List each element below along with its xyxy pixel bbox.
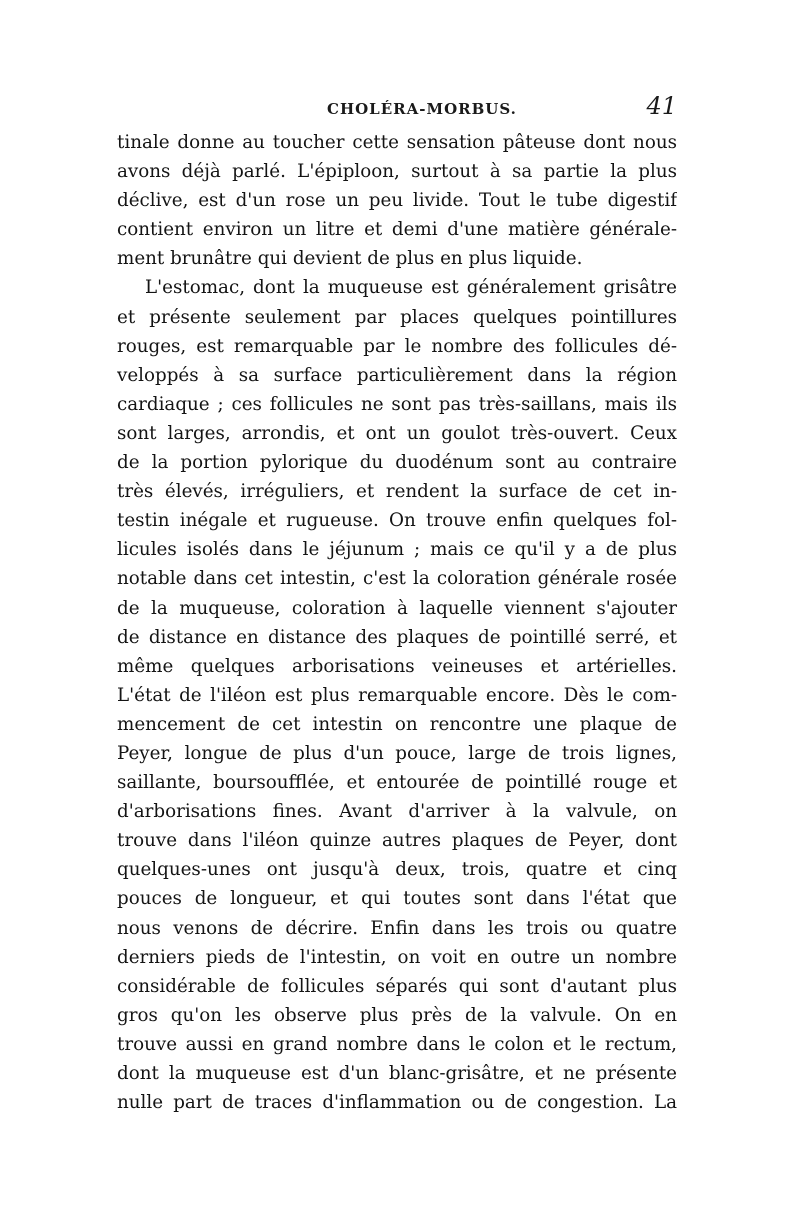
text-line: derniers pieds de l'intestin, on voit en outre un nombre <box>117 946 677 968</box>
text-line: sont larges, arrondis, et ont un goulot très-ouvert. Ceux <box>117 422 677 444</box>
text-line: veloppés à sa surface particulièrement dans la région <box>117 364 677 386</box>
text-line: L'état de l'iléon est plus remarquable encore. Dès le com- <box>117 684 677 706</box>
text-line: de la portion pylorique du duodénum sont au contraire <box>117 452 677 474</box>
text-line: trouve dans l'iléon quinze autres plaques de Peyer, dont <box>117 830 677 852</box>
text-line: avons déjà parlé. L'épiploon, surtout à sa partie la plus <box>117 161 677 183</box>
running-head <box>117 92 677 126</box>
page-number: 41 <box>646 92 677 120</box>
body-text <box>117 128 677 1117</box>
text-line: testin inégale et rugueuse. On trouve enfin quelques fol- <box>117 510 677 532</box>
text-line: même quelques arborisations veineuses et artérielles. <box>117 655 677 677</box>
text-line: dont la muqueuse est d'un blanc-grisâtre, et ne présente <box>117 1063 677 1084</box>
text-line: de distance en distance des plaques de pointillé serré, et <box>117 626 677 648</box>
text-line: quelques-unes ont jusqu'à deux, trois, quatre et cinq <box>117 859 677 881</box>
text-line: très élevés, irréguliers, et rendent la surface de cet in- <box>117 481 677 503</box>
text-line: licules isolés dans le jéjunum ; mais ce qu'il y a de plus <box>117 539 677 561</box>
text-line: de la muqueuse, coloration à laquelle viennent s'ajouter <box>117 597 677 619</box>
text-line: Peyer, longue de plus d'un pouce, large de trois lignes, <box>117 742 677 764</box>
text-line: mencement de cet intestin on rencontre une plaque de <box>117 713 677 735</box>
text-line: saillante, boursoufflée, et entourée de pointillé rouge et <box>117 772 677 794</box>
text-line: cardiaque ; ces follicules ne sont pas très-saillans, mais ils <box>117 393 677 415</box>
text-line: tinale donne au toucher cette sensation pâteuse dont nous <box>117 132 677 153</box>
text-line: contient environ un litre et demi d'une matière générale- <box>117 219 677 241</box>
text-line: pouces de longueur, et qui toutes sont dans l'état que <box>117 888 677 910</box>
text-line: gros qu'on les observe plus près de la valvule. On en <box>117 1004 677 1026</box>
text-line: ment brunâtre qui devient de plus en plus liquide. <box>117 248 583 270</box>
text-line: d'arborisations fines. Avant d'arriver à la valvule, on <box>117 801 677 823</box>
text-line: nous venons de décrire. Enfin dans les trois ou quatre <box>117 917 677 939</box>
text-line: considérable de follicules séparés qui sont d'autant plus <box>117 975 677 997</box>
text-line: L'estomac, dont la muqueuse est généralement grisâtre <box>145 277 677 299</box>
running-title: CHOLÉRA-MORBUS. <box>327 100 517 118</box>
text-line: nulle part de traces d'inflammation ou de congestion. La <box>117 1092 677 1114</box>
text-line: et présente seulement par places quelques pointillures <box>117 306 677 328</box>
text-line: notable dans cet intestin, c'est la coloration générale rosée <box>117 568 677 590</box>
text-line: trouve aussi en grand nombre dans le colon et le rectum, <box>117 1033 677 1055</box>
text-line: rouges, est remarquable par le nombre des follicules dé- <box>117 335 677 357</box>
text-line: déclive, est d'un rose un peu livide. Tout le tube digestif <box>117 190 677 212</box>
